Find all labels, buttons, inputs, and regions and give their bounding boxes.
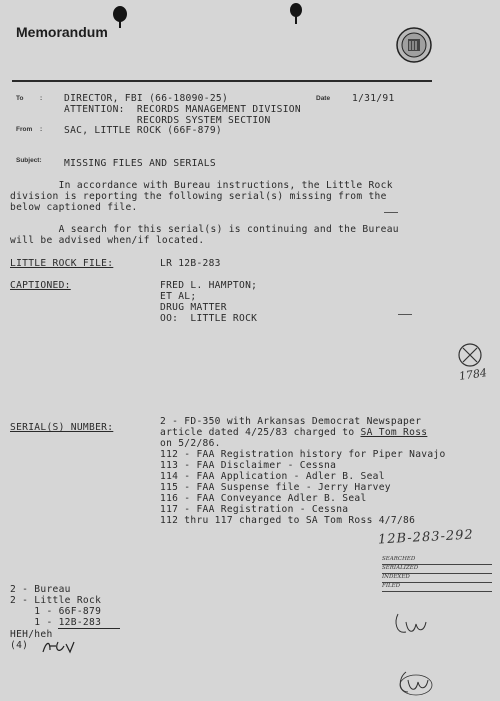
handwritten-scribble-1 (392, 608, 432, 640)
file-label: LITTLE ROCK FILE: (10, 258, 114, 269)
to-colon: : (40, 95, 43, 102)
body-paragraph-1-line-1: In accordance with Bureau instructions, the Little Rock (10, 180, 393, 191)
file-stamp (382, 556, 492, 592)
stamp-line-3: INDEXED (382, 574, 492, 583)
copy-count: (4) (10, 640, 29, 651)
stamp-line-4: FILED (382, 583, 492, 592)
from-label: From (16, 126, 33, 133)
captioned-line-3: DRUG MATTER (160, 302, 227, 313)
handwritten-initials-icon (40, 636, 80, 658)
date-value: 1/31/91 (352, 93, 395, 104)
from-colon: : (40, 126, 43, 133)
distribution-line-1: 2 - Bureau (10, 584, 71, 595)
captioned-line-2: ET AL; (160, 291, 197, 302)
to-line-2: ATTENTION: RECORDS MANAGEMENT DIVISION (64, 104, 301, 115)
captioned-line-1: FRED L. HAMPTON; (160, 280, 258, 291)
fbi-seal-icon (395, 26, 433, 64)
body-paragraph-1-line-2: division is reporting the following serial(s) missing from the (10, 191, 387, 202)
subject-label: Subject: (16, 157, 42, 164)
memorandum-title: Memorandum (16, 24, 108, 40)
hole-punch-right-tail (295, 16, 297, 24)
serial-line-2-agent: SA Tom Ross (360, 427, 428, 438)
distribution-line-2: 2 - Little Rock (10, 595, 102, 606)
serial-line-5: 113 - FAA Disclaimer - Cessna (160, 460, 337, 471)
hole-punch-right (290, 3, 302, 17)
typist-initials: HEH/heh (10, 629, 53, 640)
serial-line-6: 114 - FAA Application - Adler B. Seal (160, 471, 385, 482)
serial-line-3: on 5/2/86. (160, 438, 221, 449)
captioned-label: CAPTIONED: (10, 280, 71, 291)
distribution-rule (58, 628, 120, 629)
serial-line-2 (160, 427, 427, 438)
file-value: LR 12B-283 (160, 258, 221, 269)
faint-mark-1 (384, 212, 398, 213)
body-paragraph-1-line-3: below captioned file. (10, 202, 138, 213)
hole-punch-left-tail (119, 20, 121, 28)
to-line-3: RECORDS SYSTEM SECTION (64, 115, 271, 126)
handwritten-scribble-2 (396, 668, 436, 698)
captioned-line-4: OO: LITTLE ROCK (160, 313, 258, 324)
serial-line-10: 112 thru 117 charged to SA Tom Ross 4/7/86 (160, 515, 416, 526)
serial-line-2-text: article dated 4/25/83 charged to (160, 427, 361, 438)
faint-mark-2 (398, 314, 412, 315)
stamp-line-2: SERIALIZED (382, 565, 492, 574)
margin-handwritten-number: 1784 (458, 366, 488, 383)
from-value: SAC, LITTLE ROCK (66F-879) (64, 125, 222, 136)
margin-handwritten-mark (455, 340, 485, 370)
handwritten-file-number: 12B-283-292 (377, 527, 475, 548)
stamp-line-1: SEARCHED (382, 556, 492, 565)
to-label: To (16, 95, 24, 102)
serial-line-7: 115 - FAA Suspense file - Jerry Harvey (160, 482, 391, 493)
date-label: Date (316, 95, 331, 102)
to-line-1: DIRECTOR, FBI (66-18090-25) (64, 93, 229, 104)
header-rule (12, 80, 432, 82)
serial-line-1: 2 - FD-350 with Arkansas Democrat Newspaper (160, 416, 422, 427)
distribution-line-3: 1 - 66F-879 (10, 606, 102, 617)
body-paragraph-2-line-1: A search for this serial(s) is continuing and the Bureau (10, 224, 399, 235)
body-paragraph-2-line-2: will be advised when/if located. (10, 235, 205, 246)
subject-value: MISSING FILES AND SERIALS (64, 158, 216, 169)
distribution-line-4: 1 - 12B-283 (10, 617, 102, 628)
serial-line-8: 116 - FAA Conveyance Adler B. Seal (160, 493, 367, 504)
serial-line-9: 117 - FAA Registration - Cessna (160, 504, 349, 515)
serial-line-4: 112 - FAA Registration history for Piper Navajo (160, 449, 446, 460)
serials-label: SERIAL(S) NUMBER: (10, 422, 114, 433)
